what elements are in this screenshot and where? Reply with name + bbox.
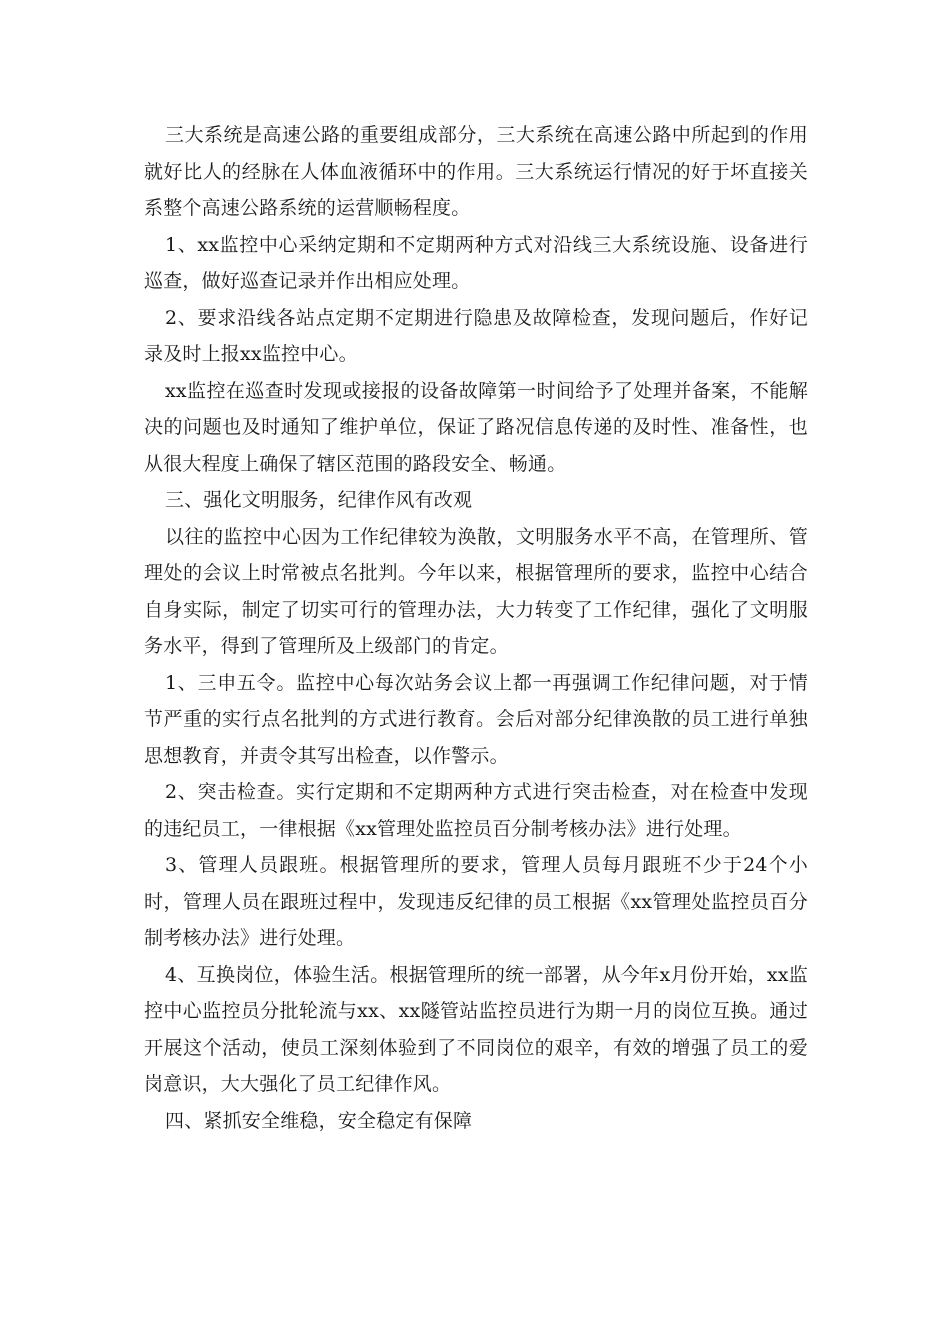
paragraph-item-1: 1、xx监控中心采纳定期和不定期两种方式对沿线三大系统设施、设备进行巡查，做好巡查记录并作出相应处理。 bbox=[144, 233, 808, 292]
paragraph-section-3-item-1: 1、三申五令。监控中心每次站务会议上都一再强调工作纪律问题，对于情节严重的实行点名批判的方式进行教育。会后对部分纪律涣散的员工进行单独思想教育，并责令其写出检查，以作警示。 bbox=[144, 671, 808, 767]
paragraph-section-3-intro: 以往的监控中心因为工作纪律较为涣散，文明服务水平不高，在管理所、管理处的会议上时常被点名批判。今年以来，根据管理所的要求，监控中心结合自身实际，制定了切实可行的管理办法，大力转变了工作纪律，强化了文明服务水平，得到了管理所及上级部门的肯定。 bbox=[144, 525, 808, 657]
paragraph-section-3-item-2: 2、突击检查。实行定期和不定期两种方式进行突击检查，对在检查中发现的违纪员工，一律根据《xx管理处监控员百分制考核办法》进行处理。 bbox=[144, 781, 808, 840]
section-heading-3: 三、强化文明服务，纪律作风有改观 bbox=[165, 489, 473, 511]
paragraph-section-3-item-4: 4、互换岗位，体验生活。根据管理所的统一部署，从今年x月份开始，xx监控中心监控员分批轮流与xx、xx隧管站监控员进行为期一月的岗位互换。通过开展这个活动，使员工深刻体验到了不同岗位的艰辛，有效的增强了员工的爱岗意识，大大强化了员工纪律作风。 bbox=[144, 963, 808, 1095]
paragraph-section-3-item-3: 3、管理人员跟班。根据管理所的要求，管理人员每月跟班不少于24个小时，管理人员在跟班过程中，发现违反纪律的员工根据《xx管理处监控员百分制考核办法》进行处理。 bbox=[144, 854, 808, 949]
section-heading-4: 四、紧抓安全维稳，安全稳定有保障 bbox=[165, 1109, 473, 1132]
paragraph-summary: xx监控在巡查时发现或接报的设备故障第一时间给予了处理并备案，不能解决的问题也及时通知了维护单位，保证了路况信息传递的及时性、准备性，也从很大程度上确保了辖区范围的路段安全、畅通。 bbox=[144, 379, 808, 475]
paragraph-intro: 三大系统是高速公路的重要组成部分，三大系统在高速公路中所起到的作用就好比人的经脉在人体血液循环中的作用。三大系统运行情况的好于坏直接关系整个高速公路系统的运营顺畅程度。 bbox=[144, 124, 808, 219]
document-body bbox=[144, 117, 808, 1139]
paragraph-item-2: 2、要求沿线各站点定期不定期进行隐患及故障检查，发现问题后，作好记录及时上报xx监控中心。 bbox=[144, 306, 808, 365]
